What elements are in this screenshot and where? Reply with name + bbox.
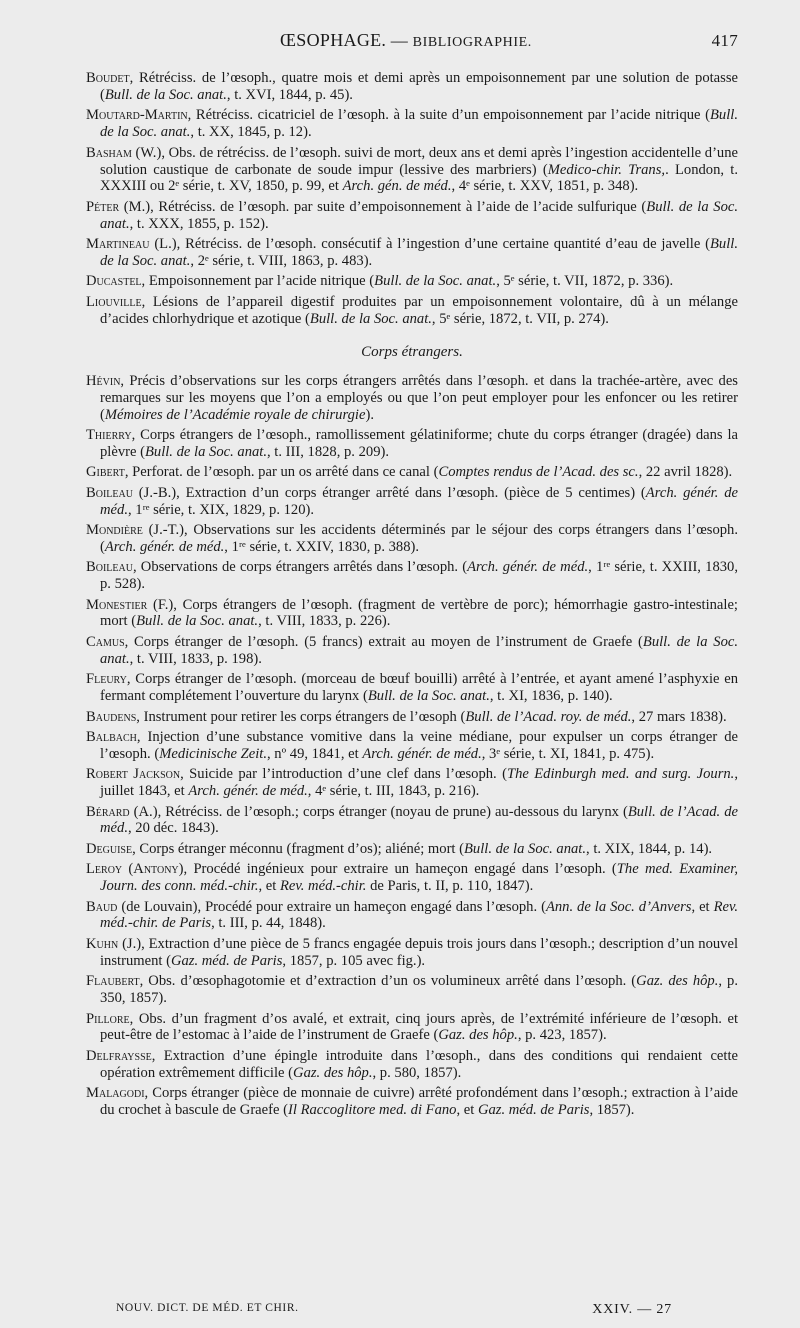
entry-text: , et <box>691 898 714 915</box>
bibliography-entry <box>86 464 738 481</box>
entry-text: , Corps étranger de l’œsoph. (5 francs) extrait au moyen de l’instrument de Graefe ( <box>124 633 643 650</box>
entry-text: , 1ʳᵉ série, t. XXIII, 1830, p. 528). <box>100 559 738 593</box>
entry-text: , Obs. de rétréciss. de l’œsoph. suivi de mort, deux ans et demi après l’ingestion accidentelle d’une solution caustique de carbonate de soude impur (lessive des marbriers) ( <box>100 144 739 178</box>
entry-source-title: Bull. de la Soc. anat. <box>100 633 738 667</box>
entry-author: Baudens <box>86 708 137 725</box>
running-title <box>280 30 532 51</box>
entry-text: , Instrument pour retirer les corps étrangers de l’œsoph ( <box>136 708 466 725</box>
entry-source-title: Arch. gén. de méd. <box>342 178 452 195</box>
entry-text: , 20 déc. 1843). <box>127 820 219 837</box>
entry-text: , Rétréciss. de l’œsoph., quatre mois et demi après un empoisonnement par une solution de potasse ( <box>100 70 738 103</box>
entry-source-title: Bull. de la Soc. anat. <box>464 840 587 857</box>
bibliography-entry <box>86 107 738 141</box>
entry-text: , Procédé ingénieux pour extraire un hameçon engagé dans l’œsoph. ( <box>183 861 617 878</box>
entry-text: , 2ᵉ série, t. VIII, 1863, p. 483). <box>190 253 373 270</box>
entry-source-title: Rev. méd.-chir. <box>279 878 367 895</box>
entry-text: , t. VIII, 1833, p. 198). <box>129 650 262 667</box>
entry-author: Delfraysse <box>86 1047 152 1064</box>
entry-text: , Obs. d’un fragment d’os avalé, et extrait, cinq jours après, de l’extrémité inférieure de l’œsoph. et peut-être de l’estomac à l’aide de l’instrument de Graefe ( <box>100 1010 738 1044</box>
entry-source-title: The med. Examiner, Journ. des conn. méd.-chir. <box>100 861 738 895</box>
entry-text: , 1ʳᵉ série, t. XIX, 1829, p. 120). <box>127 501 315 518</box>
entry-author: Liouville <box>86 293 142 310</box>
entry-source-title: Mémoires de l’Académie royale de chirurgie <box>104 406 366 423</box>
entry-author: Hévin <box>86 372 121 389</box>
bibliography-entry <box>86 1048 738 1082</box>
entry-text: , 1857). <box>589 1102 635 1119</box>
entry-text: , Extraction d’une pièce de 5 francs engagée depuis trois jours dans l’œsoph.; description d’un nouvel instrument ( <box>100 935 738 969</box>
entry-text: , p. 580, 1857). <box>372 1064 462 1081</box>
entry-text: , et <box>258 878 280 895</box>
bibliography-entry <box>86 936 738 970</box>
entry-author: Monestier (F.) <box>86 596 174 613</box>
page-footer <box>116 1302 672 1318</box>
entry-text: , t. XVI, 1844, p. 45). <box>226 86 353 103</box>
entry-text: , p. 423, 1857). <box>517 1027 607 1044</box>
bibliography-entry <box>86 373 738 424</box>
entry-source-title: Comptes rendus de l’Acad. des sc. <box>438 464 639 481</box>
entry-text: , Rétréciss. de l’œsoph.; corps étranger (noyau de prune) au-dessous du larynx ( <box>157 803 628 820</box>
entry-source-title: Bull. de l’Acad. de méd. <box>100 803 739 837</box>
entry-text: , 22 avril 1828). <box>638 464 733 481</box>
bibliography-entry <box>86 1011 738 1045</box>
bibliography-entry <box>86 804 738 838</box>
entry-text: , t. VIII, 1833, p. 226). <box>258 613 391 630</box>
entry-author: Camus <box>86 633 125 650</box>
entry-text: , Injection d’une substance vomitive dans la veine médiane, pour expulser un corps étranger de l’œsoph. ( <box>100 728 738 762</box>
entry-text: , Empoisonnement par l’acide nitrique ( <box>141 273 375 290</box>
bibliography-entry <box>86 294 738 328</box>
entry-author: Leroy (Antony) <box>86 861 184 878</box>
entry-text: , t. III, p. 44, 1848). <box>211 915 326 932</box>
entry-author: Thierry <box>86 426 132 443</box>
entry-source-title: Gaz. des hôp. <box>636 973 719 990</box>
entry-source-title: Bull. de la Soc. anat. <box>136 613 259 630</box>
entry-author: Robert Jackson <box>86 766 181 783</box>
entry-text: , 27 mars 1838). <box>631 708 727 725</box>
bibliography-entry <box>86 766 738 800</box>
entry-author: Mondière (J.-T.) <box>86 521 184 538</box>
entry-source-title: Arch. génér. de méd. <box>100 484 738 518</box>
entry-source-title: Rev. méd.-chir. de Paris <box>100 898 739 932</box>
entry-author: Martineau (L.) <box>86 236 177 253</box>
entry-source-title: Bull. de la Soc. anat. <box>144 443 267 460</box>
entry-author: Pillore <box>86 1010 130 1027</box>
bibliography-entry <box>86 145 738 196</box>
entry-text: , t. XXX, 1855, p. 152). <box>129 215 269 232</box>
entry-text: , 1857, p. 105 avec fig.). <box>282 952 426 969</box>
entry-author: Boileau <box>86 559 133 576</box>
entry-text: , Corps étrangers de l’œsoph. (fragment de vertèbre de porc); hémorrhagie gastro-intestinale; mort ( <box>100 596 738 630</box>
entry-author: Balbach <box>86 728 137 745</box>
entry-author: Péter (M.) <box>86 198 151 215</box>
bibliography-entry <box>86 522 738 556</box>
entry-source-title: Bull. de la Soc. anat. <box>309 310 432 327</box>
entry-text: , Extraction d’une épingle introduite dans l’œsoph., dans des conditions qui rendaient cette opération extrêmement difficile ( <box>100 1047 738 1081</box>
bibliography-entry <box>86 70 738 104</box>
entry-source-title: Bull. de la Soc. anat. <box>104 86 227 103</box>
footer-signature: XXIV. — 27 <box>592 1302 672 1317</box>
header-subtitle: BIBLIOGRAPHIE. <box>412 35 532 50</box>
entry-text: ). <box>365 406 374 423</box>
entry-source-title: Gaz. des hôp. <box>438 1027 518 1044</box>
page-number: 417 <box>711 31 738 50</box>
bibliography-entry <box>86 729 738 763</box>
entry-author: Baud <box>86 898 118 915</box>
bibliography-entry <box>86 899 738 933</box>
entry-text: , et <box>456 1102 478 1119</box>
entry-text: , Obs. d’œsophagotomie et d’extraction d’un os volumineux arrêté dans l’œsoph. ( <box>139 973 637 990</box>
entry-text: de Paris, t. II, p. 110, 1847). <box>366 878 534 895</box>
entry-source-title: Medicinische Zeit. <box>159 745 267 762</box>
entry-text: , Corps étranger (pièce de monnaie de cuivre) arrêté profondément dans l’œsoph.; extraction à l’aide du crochet à bascule de Graefe ( <box>100 1085 738 1119</box>
entry-source-title: Bull. de la Soc. anat. <box>100 236 738 270</box>
header-dash: — <box>386 31 413 50</box>
entry-author: Boileau (J.-B.) <box>86 484 177 501</box>
running-header <box>86 30 738 70</box>
entry-source-title: Ann. de la Soc. d’Anvers <box>545 898 692 915</box>
entry-text: , t. XX, 1845, p. 12). <box>190 124 312 141</box>
entry-source-title: Il Raccoglitore med. di Fano <box>288 1102 457 1119</box>
entry-text: , p. 350, 1857). <box>100 973 738 1007</box>
bibliography-entry <box>86 671 738 705</box>
entry-author: Deguise <box>86 840 133 857</box>
bibliography-list-top <box>86 70 738 328</box>
entry-text: , 5ᵉ série, t. VII, 1872, p. 336). <box>496 273 674 290</box>
entry-author: Gibert <box>86 464 125 481</box>
entry-text: , Observations de corps étrangers arrêtés dans l’œsoph. ( <box>132 559 468 576</box>
entry-text: , nº 49, 1841, et <box>267 745 363 762</box>
bibliography-entry <box>86 709 738 726</box>
entry-author: Malagodi <box>86 1085 145 1102</box>
entry-source-title: Gaz. méd. de Paris <box>477 1102 590 1119</box>
entry-text: (de Louvain), Procédé pour extraire un hameçon engagé dans l’œsoph. ( <box>117 898 546 915</box>
entry-text: , 4ᵉ série, t. III, 1843, p. 216). <box>307 783 480 800</box>
entry-text: , Observations sur les accidents déterminés par le séjour des corps étrangers dans l’œsoph. ( <box>100 521 739 555</box>
entry-text: , 4ᵉ série, t. XXV, 1851, p. 348). <box>451 178 639 195</box>
entry-author: Ducastel <box>86 273 142 290</box>
entry-author: Kuhn (J.) <box>86 935 142 952</box>
entry-author: Flaubert <box>86 973 140 990</box>
entry-text: , Perforat. de l’œsoph. par un os arrêté dans ce canal ( <box>124 464 439 481</box>
entry-text: , t. XI, 1836, p. 140). <box>489 688 613 705</box>
entry-author: Boudet <box>86 70 130 86</box>
bibliography-list-bottom <box>86 373 738 1119</box>
bibliography-entry <box>86 485 738 519</box>
entry-text: , Corps étranger méconnu (fragment d’os); aliéné; mort ( <box>132 840 464 857</box>
bibliography-entry <box>86 597 738 631</box>
entry-text: , Rétréciss. de l’œsoph. consécutif à l’ingestion d’une certaine quantité d’eau de javelle ( <box>176 236 711 253</box>
entry-source-title: Bull. de la Soc. anat. <box>374 273 497 290</box>
entry-text: , 1ʳᵉ série, t. XXIV, 1830, p. 388). <box>224 538 420 555</box>
entry-source-title: Arch. génér. de méd. <box>188 783 308 800</box>
entry-text: , t. XIX, 1844, p. 14). <box>586 840 713 857</box>
bibliography-entry <box>86 427 738 461</box>
section-title: Corps étrangers. <box>361 343 463 360</box>
bibliography-entry <box>86 841 738 858</box>
bibliography-entry <box>86 559 738 593</box>
bibliography-entry <box>86 236 738 270</box>
bibliography-entry <box>86 634 738 668</box>
entry-source-title: Arch. génér. de méd. <box>104 538 225 555</box>
entry-text: , Corps étrangers de l’œsoph., ramollissement gélatiniforme; chute du corps étranger (dragée) dans la plèvre ( <box>100 426 738 460</box>
entry-author: Moutard-Martin <box>86 107 188 124</box>
entry-text: , Rétréciss. de l’œsoph. par suite d’empoisonnement à l’aide de l’acide sulfurique ( <box>150 198 647 215</box>
entry-source-title: Bull. de la Soc. anat. <box>367 688 490 705</box>
header-title: ŒSOPHAGE. <box>280 30 387 50</box>
bibliography-entry <box>86 199 738 233</box>
bibliography-entry <box>86 973 738 1007</box>
entry-source-title: Arch. génér. de méd. <box>467 559 589 576</box>
entry-source-title: Gaz. des hôp. <box>293 1064 373 1081</box>
entry-text: , Suicide par l’introduction d’une clef dans l’œsoph. ( <box>180 766 507 783</box>
entry-author: Basham (W.) <box>86 144 162 161</box>
entry-text: , Précis d’observations sur les corps étrangers arrêtés dans l’œsoph. et dans la trachée-artère, avec des remarques sur les moyens que l’on a employés ou que l’on peut employer pour les enfoncer ou les retirer ( <box>100 372 738 423</box>
bibliography-entry <box>86 273 738 290</box>
entry-source-title: The Edinburgh med. and surg. Journ. <box>506 766 735 783</box>
entry-source-title: Bull. de la Soc. anat. <box>100 107 738 141</box>
entry-text: , Extraction d’un corps étranger arrêté dans l’œsoph. (pièce de 5 centimes) ( <box>176 484 646 501</box>
entry-text: . London, t. XXXIII ou 2ᵉ série, t. XV, 1850, p. 99, et <box>100 161 739 195</box>
entry-text: , Lésions de l’appareil digestif produites par un empoisonnement volontaire, dû à un mélange d’acides chlorhydrique et azotique ( <box>100 293 738 327</box>
entry-source-title: Gaz. méd. de Paris <box>170 952 283 969</box>
entry-text: , Rétréciss. cicatriciel de l’œsoph. à la suite d’un empoisonnement par l’acide nitrique ( <box>187 107 711 124</box>
footer-publication: NOUV. DICT. DE MÉD. ET CHIR. <box>116 1302 299 1314</box>
entry-text: , 5ᵉ série, 1872, t. VII, p. 274). <box>431 310 609 327</box>
entry-text: , juillet 1843, et <box>100 766 738 800</box>
entry-author: Bérard (A.) <box>86 803 158 820</box>
bibliography-entry <box>86 1085 738 1119</box>
entry-text: , Corps étranger de l’œsoph. (morceau de bœuf bouilli) arrêté à l’entrée, et ayant amené l’asphyxie en fermant complétement l’ouverture du larynx ( <box>100 671 738 705</box>
entry-text: , t. III, 1828, p. 209). <box>267 443 390 460</box>
entry-source-title: Bull. de l’Acad. roy. de méd. <box>465 708 632 725</box>
entry-source-title: Arch. génér. de méd. <box>362 745 482 762</box>
entry-source-title: Medico-chir. Trans, <box>547 161 666 178</box>
entry-text: , 3ᵉ série, t. XI, 1841, p. 475). <box>481 745 655 762</box>
entry-source-title: Bull. de la Soc. anat. <box>100 198 739 232</box>
entry-author: Fleury <box>86 671 127 688</box>
bibliography-entry <box>86 861 738 895</box>
